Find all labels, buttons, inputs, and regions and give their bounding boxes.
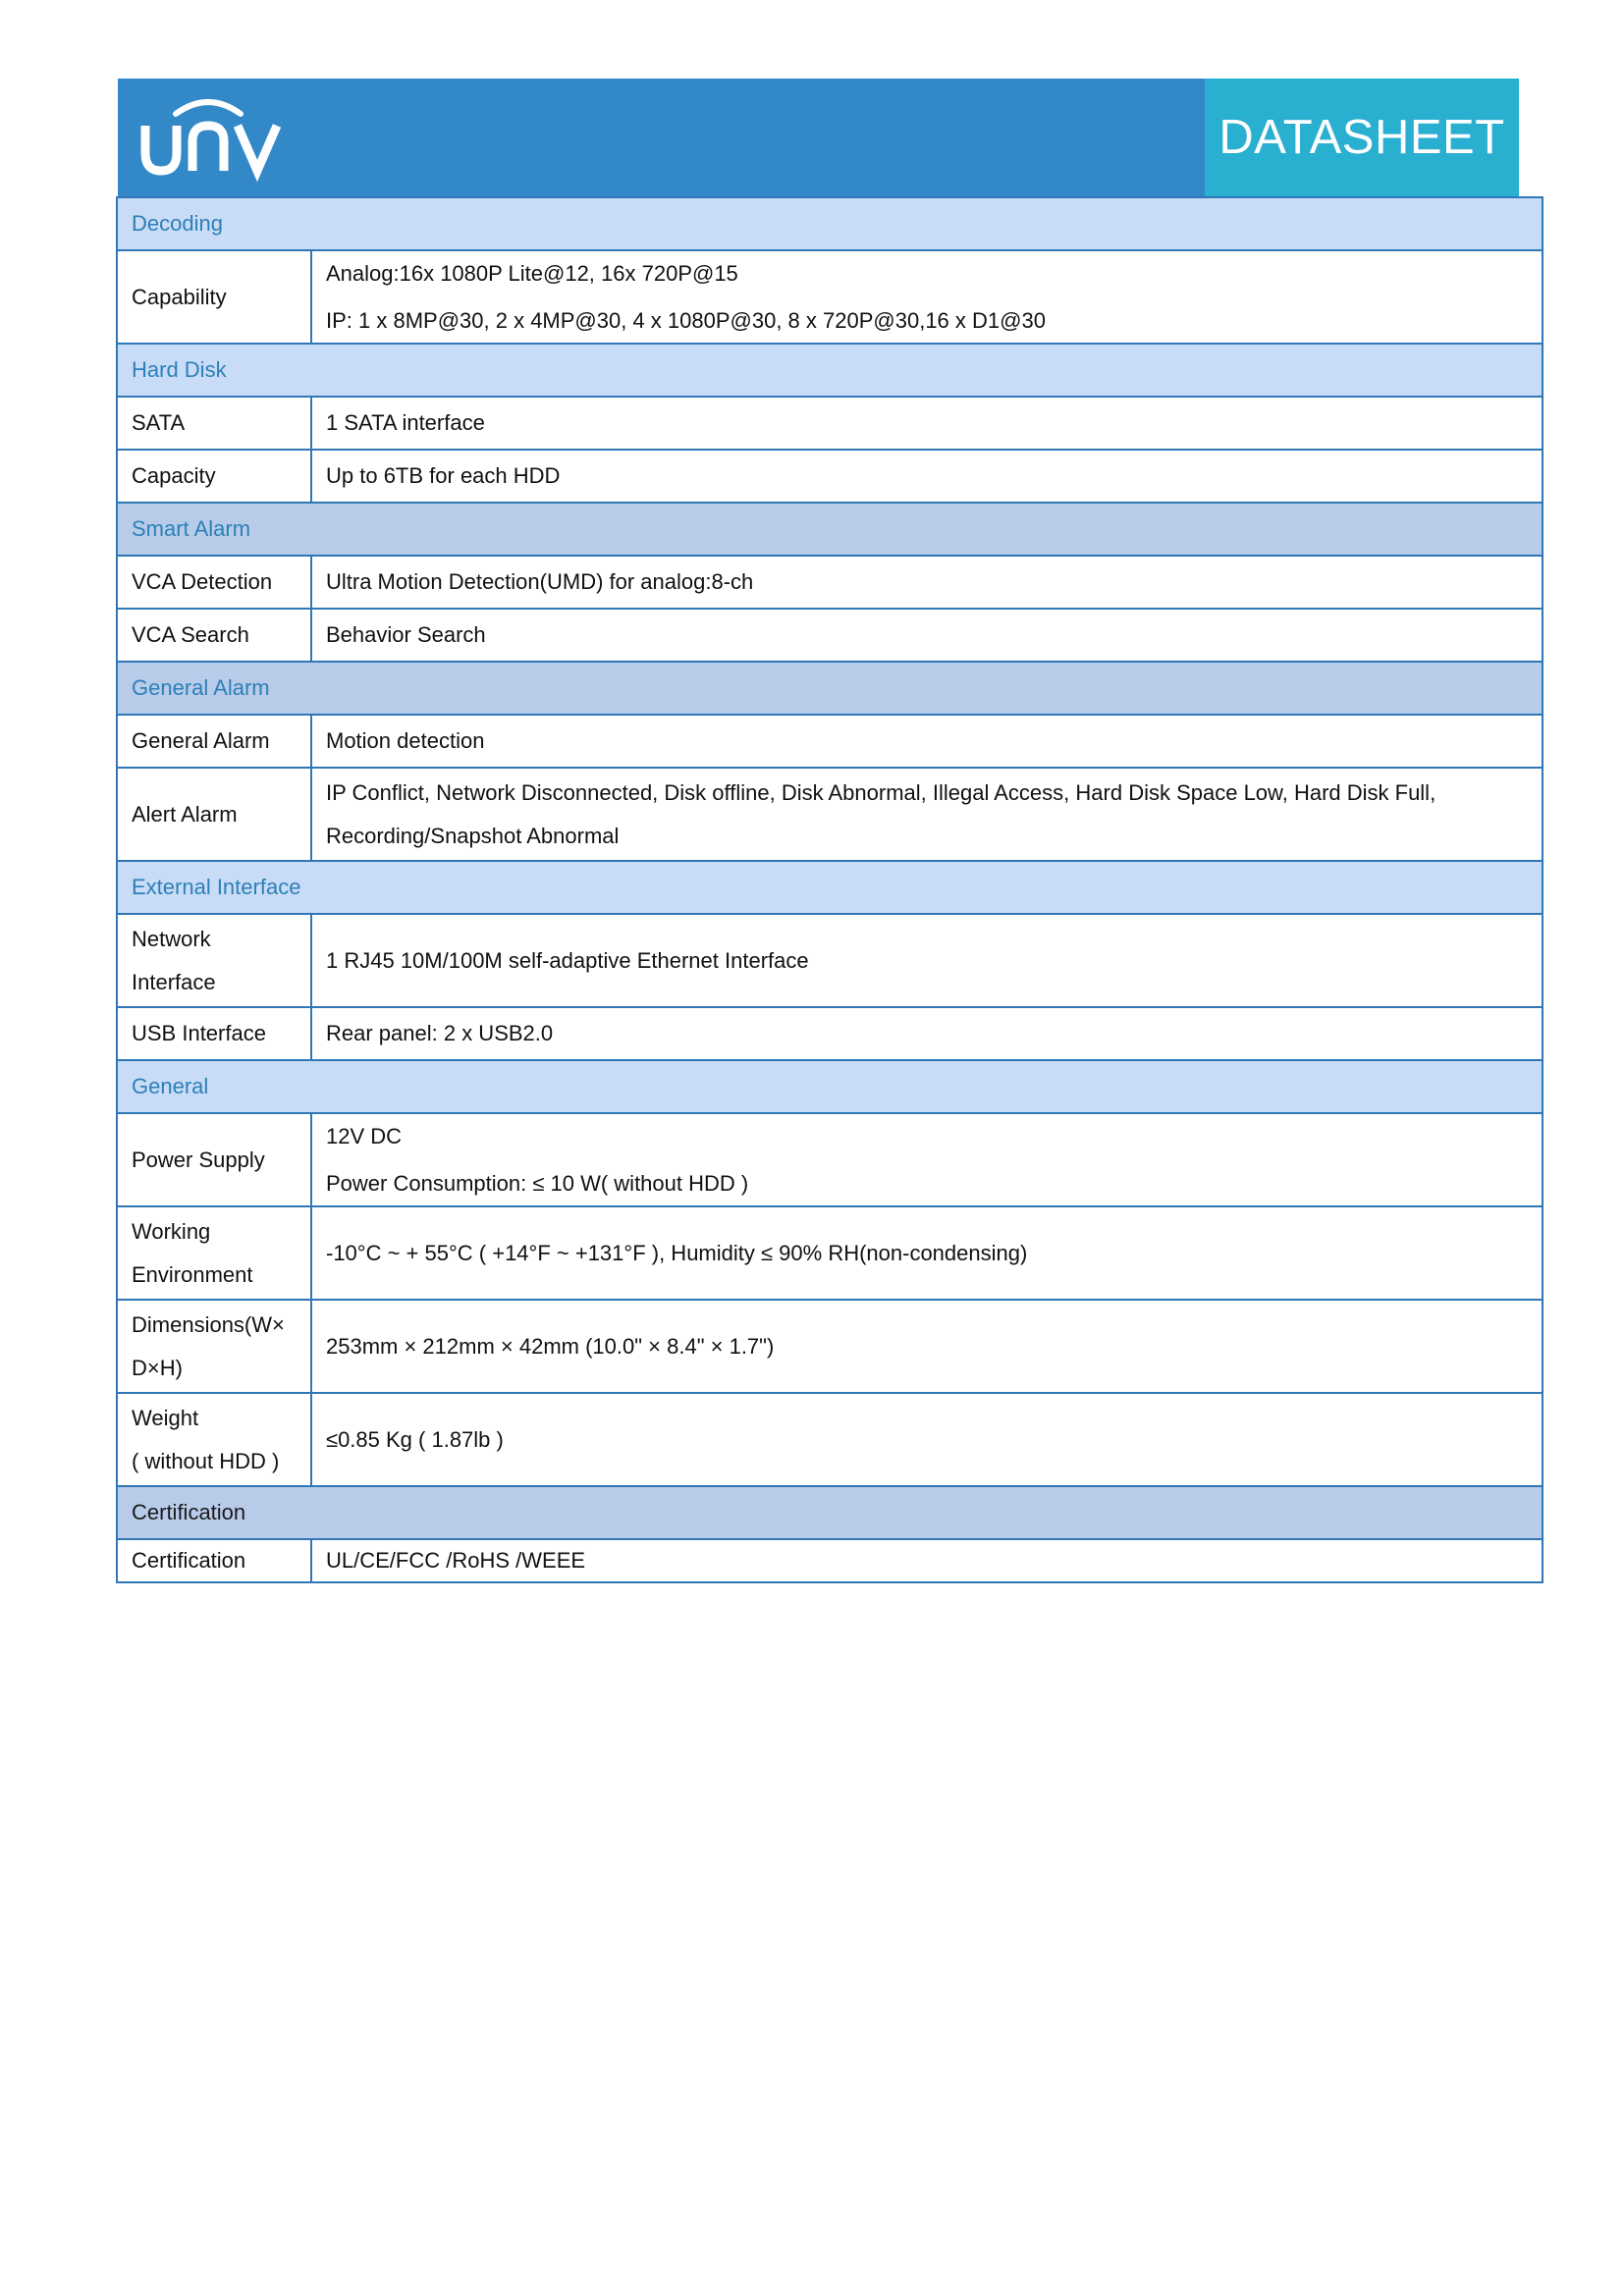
spec-row-general-alarm [117, 715, 1543, 768]
spec-label: Alert Alarm [117, 768, 311, 861]
section-title: General [117, 1060, 1543, 1113]
spec-value [311, 768, 1543, 861]
spec-value: Behavior Search [311, 609, 1543, 662]
spec-label: Power Supply [117, 1113, 311, 1206]
spec-row-power-supply [117, 1113, 1543, 1206]
section-title: Smart Alarm [117, 503, 1543, 556]
spec-row-usb-interface [117, 1007, 1543, 1060]
spec-row-capacity [117, 450, 1543, 503]
section-external-interface [117, 861, 1543, 914]
spec-label-line: ( without HDD ) [132, 1448, 280, 1473]
spec-value-line: 12V DC [326, 1123, 403, 1148]
spec-label: USB Interface [117, 1007, 311, 1060]
section-title: Decoding [117, 197, 1543, 250]
spec-table [116, 196, 1543, 1583]
spec-value-line: Power Consumption: ≤ 10 W( without HDD ) [326, 1170, 749, 1196]
spec-row-vca-search [117, 609, 1543, 662]
section-general [117, 1060, 1543, 1113]
spec-value-line: IP Conflict, Network Disconnected, Disk offline, Disk Abnormal, Illegal Access, Hard Disk Space Low, Hard Disk Full, [326, 779, 1436, 805]
spec-label: Certification [117, 1539, 311, 1582]
spec-label: VCA Detection [117, 556, 311, 609]
section-smart-alarm [117, 503, 1543, 556]
spec-row-certification [117, 1539, 1543, 1582]
spec-value [311, 250, 1543, 344]
section-title: External Interface [117, 861, 1543, 914]
spec-label: VCA Search [117, 609, 311, 662]
spec-row-vca-detection [117, 556, 1543, 609]
spec-value: Up to 6TB for each HDD [311, 450, 1543, 503]
spec-label-line: D×H) [132, 1355, 183, 1380]
section-title: Hard Disk [117, 344, 1543, 397]
spec-row-dimensions [117, 1300, 1543, 1393]
unv-logo [139, 94, 287, 183]
spec-label: Capacity [117, 450, 311, 503]
spec-value-line: Recording/Snapshot Abnormal [326, 823, 620, 848]
spec-label [117, 1393, 311, 1486]
section-certification [117, 1486, 1543, 1539]
datasheet-badge [1205, 79, 1519, 196]
spec-value: Motion detection [311, 715, 1543, 768]
datasheet-title: DATASHEET [1218, 111, 1505, 164]
spec-row-weight [117, 1393, 1543, 1486]
spec-row-sata [117, 397, 1543, 450]
spec-label-line: Environment [132, 1261, 253, 1287]
spec-label [117, 1206, 311, 1300]
section-general-alarm [117, 662, 1543, 715]
header-bar [118, 79, 1519, 196]
spec-row-alert-alarm [117, 768, 1543, 861]
spec-value [311, 1113, 1543, 1206]
section-title: General Alarm [117, 662, 1543, 715]
spec-value-line: IP: 1 x 8MP@30, 2 x 4MP@30, 4 x 1080P@30, 8 x 720P@30,16 x D1@30 [326, 307, 1046, 333]
spec-value: 1 RJ45 10M/100M self-adaptive Ethernet Interface [311, 914, 1543, 1007]
spec-label-line: Dimensions(W× [132, 1311, 285, 1337]
section-decoding [117, 197, 1543, 250]
spec-label-line: Working [132, 1218, 211, 1244]
spec-row-capability [117, 250, 1543, 344]
spec-value: Rear panel: 2 x USB2.0 [311, 1007, 1543, 1060]
section-title: Certification [117, 1486, 1543, 1539]
spec-label-line: Interface [132, 969, 216, 994]
spec-label-line: Weight [132, 1405, 199, 1430]
spec-value: -10°C ~ + 55°C ( +14°F ~ +131°F ), Humidity ≤ 90% RH(non-condensing) [311, 1206, 1543, 1300]
spec-value: UL/CE/FCC /RoHS /WEEE [311, 1539, 1543, 1582]
spec-value: 253mm × 212mm × 42mm (10.0" × 8.4" × 1.7") [311, 1300, 1543, 1393]
spec-label [117, 914, 311, 1007]
spec-label: SATA [117, 397, 311, 450]
spec-value: ≤0.85 Kg ( 1.87lb ) [311, 1393, 1543, 1486]
spec-label: General Alarm [117, 715, 311, 768]
spec-row-working-environment [117, 1206, 1543, 1300]
spec-value-line: Analog:16x 1080P Lite@12, 16x 720P@15 [326, 260, 738, 286]
spec-label-line: Network [132, 926, 211, 951]
spec-label: Capability [117, 250, 311, 344]
spec-label [117, 1300, 311, 1393]
spec-row-network-interface [117, 914, 1543, 1007]
spec-value: Ultra Motion Detection(UMD) for analog:8-ch [311, 556, 1543, 609]
section-hard-disk [117, 344, 1543, 397]
spec-value: 1 SATA interface [311, 397, 1543, 450]
